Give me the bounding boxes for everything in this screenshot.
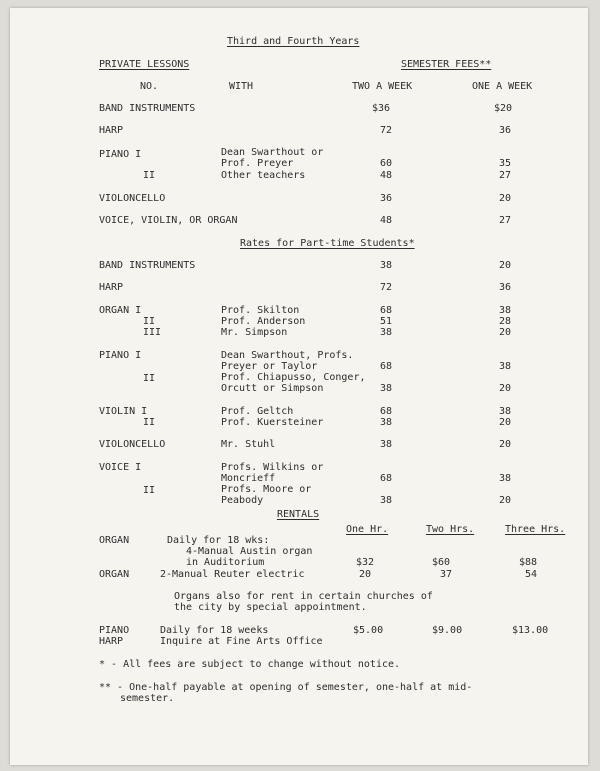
teacher: Orcutt or Simpson xyxy=(221,383,324,394)
teacher: Profs. Moore or xyxy=(221,484,312,495)
row-label: II xyxy=(143,170,156,181)
row-label: HARP xyxy=(99,125,124,136)
fee-two: 38 xyxy=(380,327,393,338)
fee-two: 68 xyxy=(380,473,393,484)
teacher: Prof. Preyer xyxy=(221,158,294,169)
col-no: NO. xyxy=(140,81,159,92)
parttime-heading: Rates for Part-time Students* xyxy=(240,238,415,249)
rate-two: $60 xyxy=(432,557,451,568)
teacher: Mr. Stuhl xyxy=(221,439,276,450)
fee-two: 68 xyxy=(380,361,393,372)
fee-one: 36 xyxy=(499,282,512,293)
rate-two: $9.00 xyxy=(432,625,463,636)
private-lessons-heading: PRIVATE LESSONS xyxy=(99,59,190,70)
row-label: BAND INSTRUMENTS xyxy=(99,103,196,114)
rate-one: $5.00 xyxy=(353,625,384,636)
rental-desc: Daily for 18 wks: xyxy=(167,535,270,546)
rate-two: 37 xyxy=(440,569,453,580)
fee-two: 51 xyxy=(380,316,393,327)
teacher: Dean Swarthout or xyxy=(221,147,324,158)
rental-note: the city by special appointment. xyxy=(174,602,367,613)
row-label: HARP xyxy=(99,282,124,293)
row-label: VIOLONCELLO xyxy=(99,439,166,450)
semester-fees-heading: SEMESTER FEES** xyxy=(401,59,492,70)
row-label: HARP xyxy=(99,636,124,647)
fee-one: 27 xyxy=(499,215,512,226)
fee-two: 60 xyxy=(380,158,393,169)
rate-one: $32 xyxy=(356,557,375,568)
row-label: PIANO I xyxy=(99,149,142,160)
fee-two: 38 xyxy=(380,495,393,506)
rental-desc: Daily for 18 weeks xyxy=(160,625,269,636)
fee-one: $20 xyxy=(494,103,513,114)
teacher: Mr. Simpson xyxy=(221,327,288,338)
row-label: PIANO I xyxy=(99,350,142,361)
rate-three: $88 xyxy=(519,557,538,568)
fee-two: 72 xyxy=(380,282,393,293)
fee-two: $36 xyxy=(372,103,391,114)
row-label: II xyxy=(143,316,156,327)
fee-one: 38 xyxy=(499,473,512,484)
row-label: III xyxy=(143,327,162,338)
fee-two: 48 xyxy=(380,215,393,226)
teacher: Dean Swarthout, Profs. xyxy=(221,350,354,361)
teacher: Prof. Skilton xyxy=(221,305,300,316)
rate-three: $13.00 xyxy=(512,625,549,636)
fee-one: 20 xyxy=(499,383,512,394)
row-label: VOICE, VIOLIN, OR ORGAN xyxy=(99,215,238,226)
fee-one: 38 xyxy=(499,305,512,316)
teacher: Prof. Geltch xyxy=(221,406,294,417)
teacher: Prof. Chiapusso, Conger, xyxy=(221,372,366,383)
fee-one: 20 xyxy=(499,327,512,338)
row-label: VIOLONCELLO xyxy=(99,193,166,204)
footnote-single-asterisk: * - All fees are subject to change without notice. xyxy=(99,659,401,670)
fee-one: 20 xyxy=(499,417,512,428)
col-three-hrs: Three Hrs. xyxy=(505,524,566,535)
footnote-double-asterisk: ** - One-half payable at opening of semester, one-half at mid- xyxy=(99,682,473,693)
rental-desc: 4-Manual Austin organ xyxy=(186,546,313,557)
fee-two: 38 xyxy=(380,383,393,394)
row-label: ORGAN xyxy=(99,535,130,546)
col-two-a-week: TWO A WEEK xyxy=(352,81,413,92)
fee-two: 38 xyxy=(380,417,393,428)
rentals-heading: RENTALS xyxy=(277,509,320,520)
fee-one: 35 xyxy=(499,158,512,169)
row-label: PIANO xyxy=(99,625,130,636)
teacher: Prof. Kuersteiner xyxy=(221,417,324,428)
col-two-hrs: Two Hrs. xyxy=(426,524,475,535)
rental-desc: in Auditorium xyxy=(186,557,265,568)
fee-two: 38 xyxy=(380,260,393,271)
row-label: II xyxy=(143,485,156,496)
fee-two: 72 xyxy=(380,125,393,136)
fee-two: 68 xyxy=(380,406,393,417)
teacher: Peabody xyxy=(221,495,264,506)
col-with: WITH xyxy=(229,81,254,92)
row-label: VIOLIN I xyxy=(99,406,148,417)
fee-one: 38 xyxy=(499,406,512,417)
fee-one: 20 xyxy=(499,260,512,271)
row-label: VOICE I xyxy=(99,462,142,473)
page-title: Third and Fourth Years xyxy=(227,36,360,47)
row-label: II xyxy=(143,417,156,428)
rate-three: 54 xyxy=(525,569,538,580)
fee-one: 20 xyxy=(499,439,512,450)
col-one-hr: One Hr. xyxy=(346,524,389,535)
rental-note: Organs also for rent in certain churches of xyxy=(174,591,433,602)
fee-one: 20 xyxy=(499,495,512,506)
teacher: Other teachers xyxy=(221,170,306,181)
rate-one: 20 xyxy=(359,569,372,580)
fee-two: 68 xyxy=(380,305,393,316)
rental-desc: Inquire at Fine Arts Office xyxy=(160,636,323,647)
fee-two: 38 xyxy=(380,439,393,450)
row-label: BAND INSTRUMENTS xyxy=(99,260,196,271)
teacher: Prof. Anderson xyxy=(221,316,306,327)
fee-one: 36 xyxy=(499,125,512,136)
fee-two: 36 xyxy=(380,193,393,204)
row-label: II xyxy=(143,373,156,384)
teacher: Profs. Wilkins or xyxy=(221,462,324,473)
teacher: Preyer or Taylor xyxy=(221,361,318,372)
footnote-double-asterisk-cont: semester. xyxy=(120,693,175,704)
col-one-a-week: ONE A WEEK xyxy=(472,81,533,92)
fee-one: 27 xyxy=(499,170,512,181)
row-label: ORGAN xyxy=(99,569,130,580)
fee-one: 38 xyxy=(499,361,512,372)
fee-one: 20 xyxy=(499,193,512,204)
row-label: ORGAN I xyxy=(99,305,142,316)
fee-one: 28 xyxy=(499,316,512,327)
fee-two: 48 xyxy=(380,170,393,181)
rental-desc: 2-Manual Reuter electric xyxy=(160,569,305,580)
teacher: Moncrieff xyxy=(221,473,276,484)
